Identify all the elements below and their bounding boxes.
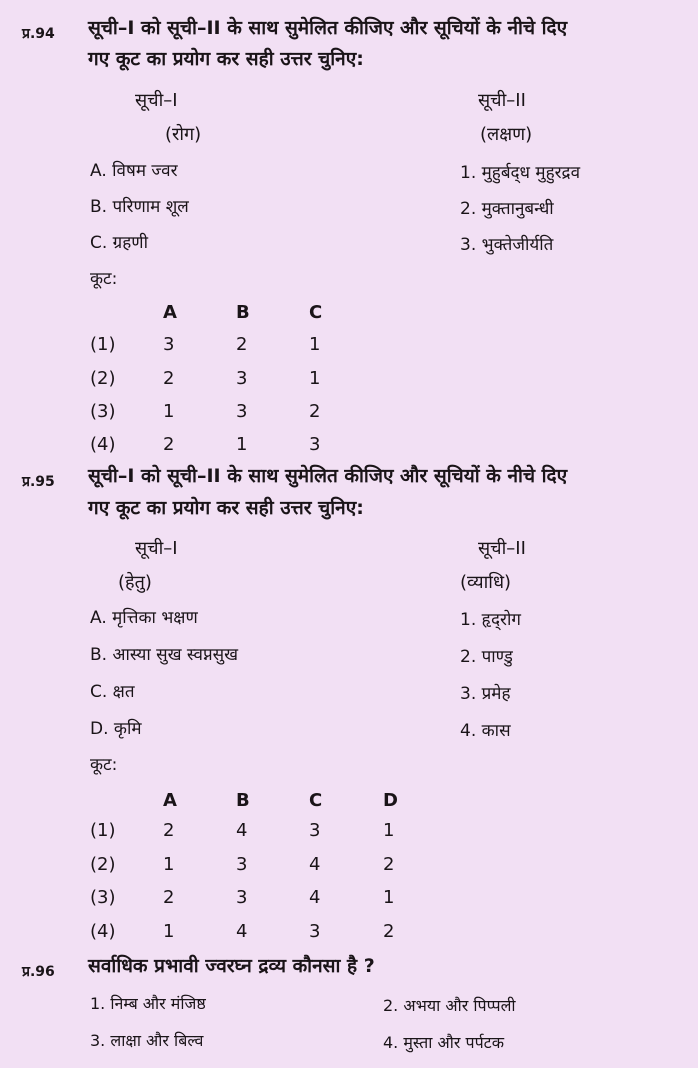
code-value: 1 [236, 434, 248, 455]
list1-item: A. विषम ज्वर [90, 161, 178, 181]
code-header: C [309, 302, 323, 323]
code-value: 2 [163, 434, 175, 455]
question-text-line1: सर्वाधिक प्रभावी ज्वरघ्न द्रव्य कौनसा है ? [88, 955, 375, 977]
list2-subtitle: (लक्षण) [480, 124, 533, 145]
code-value: 4 [309, 854, 321, 875]
list1-item: C. ग्रहणी [90, 233, 148, 253]
code-value: 3 [309, 434, 321, 455]
question-number: प्र.94 [22, 26, 55, 42]
list1-title: सूची–I [135, 90, 178, 111]
code-row-label: (2) [90, 854, 116, 875]
code-value: 3 [236, 401, 248, 422]
list1-subtitle: (हेतु) [118, 572, 152, 593]
code-row-label: (4) [90, 921, 116, 942]
code-value: 1 [163, 921, 175, 942]
code-value: 2 [163, 820, 175, 841]
code-header: C [309, 790, 323, 811]
list2-item: 4. कास [460, 721, 511, 741]
list1-item: D. कृमि [90, 719, 142, 739]
code-value: 1 [309, 334, 321, 355]
question-text-line1: सूची–I को सूची–II के साथ सुमेलित कीजिए और सूचियों के नीचे दिए [88, 465, 568, 487]
code-value: 3 [236, 887, 248, 908]
code-value: 2 [163, 368, 175, 389]
code-value: 1 [383, 887, 395, 908]
code-value: 3 [309, 820, 321, 841]
list1-title: सूची–I [135, 538, 178, 559]
code-value: 1 [163, 401, 175, 422]
code-value: 2 [383, 854, 395, 875]
question-text-line1: सूची–I को सूची–II के साथ सुमेलित कीजिए और सूचियों के नीचे दिए [88, 17, 568, 39]
list2-item: 3. प्रमेह [460, 684, 511, 704]
code-label: कूट: [90, 755, 118, 775]
code-value: 4 [236, 921, 248, 942]
list2-title: सूची–II [478, 538, 526, 559]
list2-item: 3. भुक्तेजीर्यति [460, 235, 554, 255]
answer-option[interactable]: 2. अभया और पिप्पली [383, 996, 516, 1015]
list2-title: सूची–II [478, 90, 526, 111]
code-value: 2 [236, 334, 248, 355]
code-header: D [383, 790, 398, 811]
list1-subtitle: (रोग) [165, 124, 202, 145]
code-header: B [236, 302, 250, 323]
code-value: 3 [163, 334, 175, 355]
code-label: कूट: [90, 269, 118, 289]
code-value: 1 [383, 820, 395, 841]
question-number: प्र.95 [22, 474, 55, 490]
list1-item: B. आस्या सुख स्वप्नसुख [90, 645, 239, 665]
code-header: A [163, 790, 177, 811]
code-value: 2 [383, 921, 395, 942]
answer-option[interactable]: 4. मुस्ता और पर्पटक [383, 1033, 505, 1052]
list2-item: 2. मुक्तानुबन्धी [460, 199, 554, 219]
code-value: 3 [236, 368, 248, 389]
code-row-label: (3) [90, 401, 116, 422]
list2-item: 1. हृद्‌रोग [460, 610, 521, 630]
question-text-line2: गए कूट का प्रयोग कर सही उत्तर चुनिए: [88, 48, 364, 70]
code-header: A [163, 302, 177, 323]
code-row-label: (4) [90, 434, 116, 455]
code-value: 4 [309, 887, 321, 908]
code-value: 2 [163, 887, 175, 908]
code-row-label: (3) [90, 887, 116, 908]
list1-item: C. क्षत [90, 682, 135, 702]
answer-option[interactable]: 3. लाक्षा और बिल्व [90, 1031, 204, 1050]
list1-item: B. परिणाम शूल [90, 197, 189, 217]
answer-option[interactable]: 1. निम्ब और मंजिष्ठ [90, 994, 206, 1013]
code-value: 3 [236, 854, 248, 875]
code-value: 3 [309, 921, 321, 942]
question-number: प्र.96 [22, 964, 55, 980]
list1-item: A. मृत्तिका भक्षण [90, 608, 198, 628]
list2-item: 1. मुहुर्बद्‌ध मुहुरद्रव [460, 163, 581, 183]
question-text-line2: गए कूट का प्रयोग कर सही उत्तर चुनिए: [88, 497, 364, 519]
code-row-label: (1) [90, 334, 116, 355]
code-header: B [236, 790, 250, 811]
code-value: 1 [163, 854, 175, 875]
code-value: 1 [309, 368, 321, 389]
code-value: 4 [236, 820, 248, 841]
code-value: 2 [309, 401, 321, 422]
list2-subtitle: (व्याधि) [460, 572, 512, 593]
list2-item: 2. पाण्डु [460, 647, 513, 667]
code-row-label: (1) [90, 820, 116, 841]
code-row-label: (2) [90, 368, 116, 389]
